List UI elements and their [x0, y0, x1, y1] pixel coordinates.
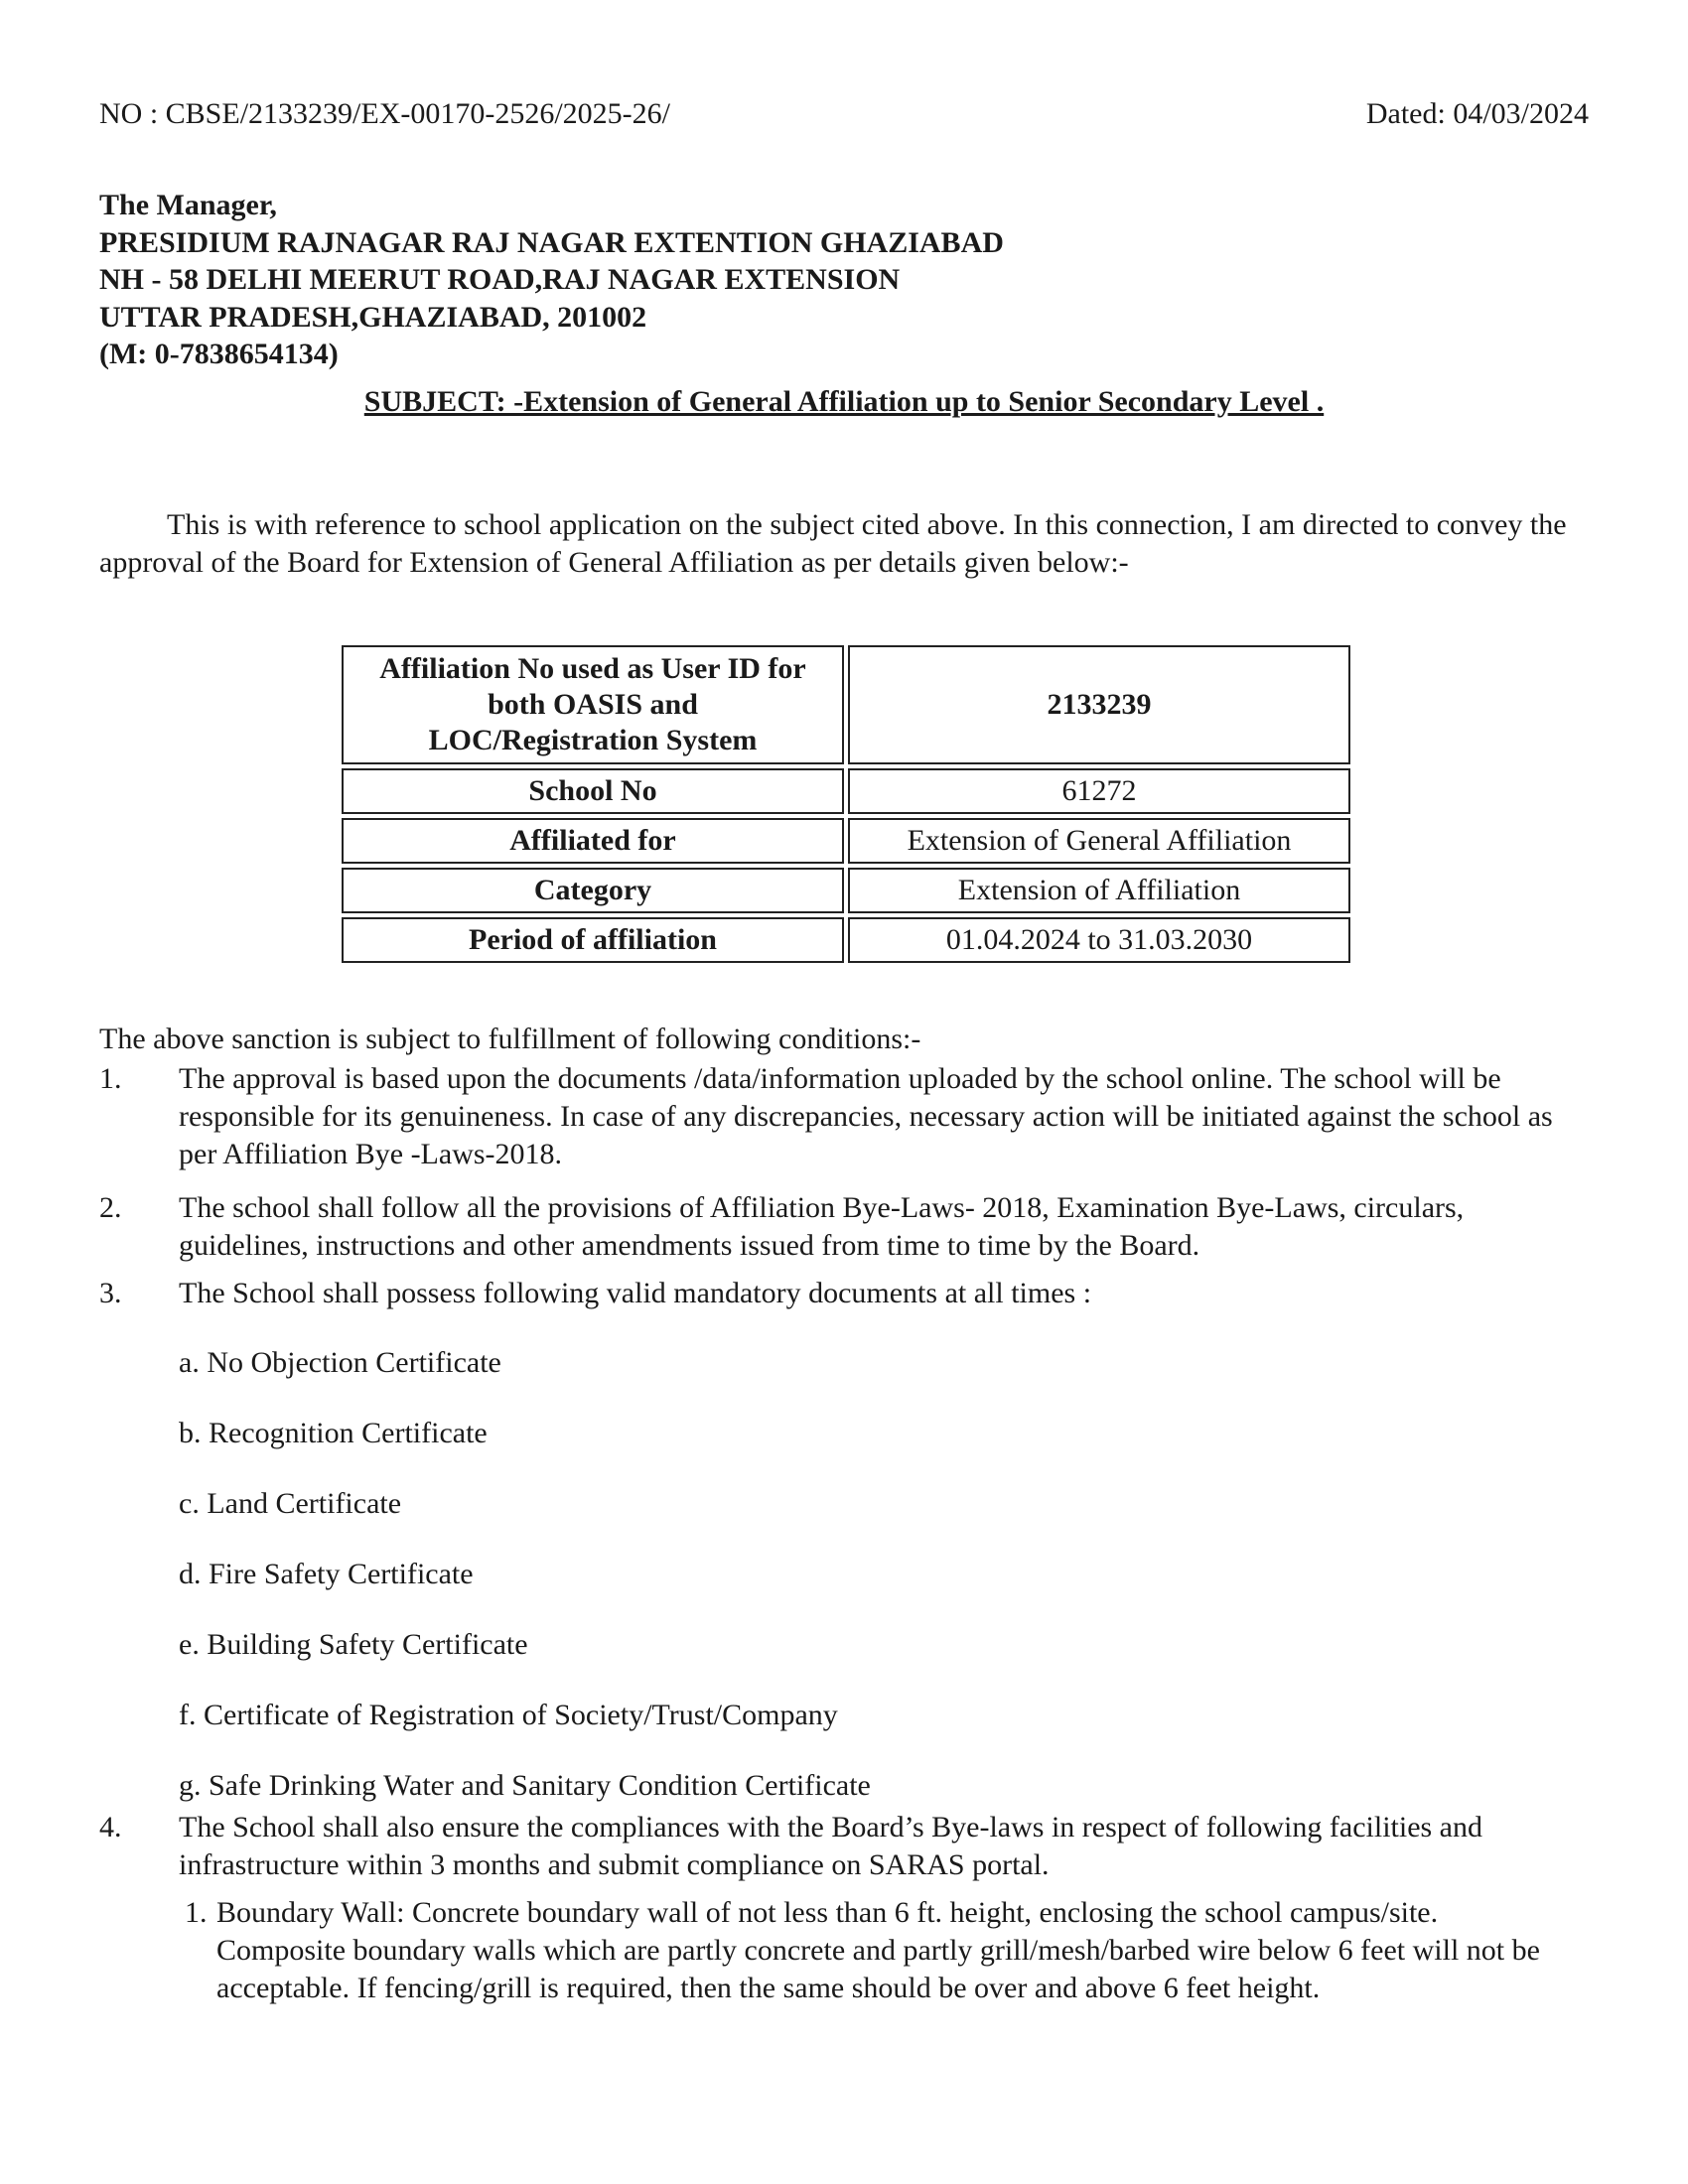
- reference-line: [99, 97, 1589, 137]
- intro-paragraph: This is with reference to school application on the subject cited above. In this connection, I am directed to convey the approval of the Board for Extension of General Affiliation as per details given below:-: [99, 508, 1567, 579]
- facility-number: 1.: [185, 1896, 208, 1929]
- row-label: School No: [342, 768, 844, 814]
- category-value: Extension of Affiliation: [848, 868, 1350, 913]
- subject-line: SUBJECT: -Extension of General Affiliation up to Senior Secondary Level .: [363, 385, 1325, 418]
- document-item: f. Certificate of Registration of Society/Trust/Company: [179, 1699, 838, 1731]
- table-row: [342, 868, 1350, 913]
- row-label: [342, 645, 844, 764]
- table-row: [342, 645, 1350, 764]
- condition-text: The School shall possess following valid mandatory documents at all times :: [179, 1277, 1092, 1309]
- conditions-intro: The above sanction is subject to fulfillment of following conditions:-: [99, 1023, 921, 1055]
- row-label: Affiliated for: [342, 818, 844, 864]
- address-school-name: PRESIDIUM RAJNAGAR RAJ NAGAR EXTENTION GHAZIABAD: [99, 225, 1004, 259]
- condition-number: 4.: [99, 1811, 122, 1843]
- school-number-value: 61272: [848, 768, 1350, 814]
- document-item: e. Building Safety Certificate: [179, 1628, 528, 1661]
- reference-number: NO : CBSE/2133239/EX-00170-2526/2025-26/: [99, 97, 670, 130]
- affiliation-details-table: [338, 641, 1354, 967]
- label-line: both OASIS and: [488, 688, 698, 721]
- condition-text: The approval is based upon the documents /data/information uploaded by the school online. The school will be responsible for its genuineness. In case of any discrepancies, necessary action will be initiated against the school as per Affiliation Bye -Laws-2018.: [179, 1062, 1553, 1170]
- address-street: NH - 58 DELHI MEERUT ROAD,RAJ NAGAR EXTENSION: [99, 263, 901, 296]
- table-row: [342, 818, 1350, 864]
- document-item: d. Fire Safety Certificate: [179, 1558, 474, 1590]
- letter-date: Dated: 04/03/2024: [1365, 97, 1589, 130]
- label-line: Affiliation No used as User ID for: [379, 652, 806, 685]
- period-value: 01.04.2024 to 31.03.2030: [848, 917, 1350, 963]
- address-salutation: The Manager,: [99, 189, 277, 221]
- address-city: UTTAR PRADESH,GHAZIABAD, 201002: [99, 300, 647, 334]
- affiliation-number-value: 2133239: [848, 645, 1350, 764]
- condition-number: 3.: [99, 1277, 122, 1309]
- table-row: [342, 917, 1350, 963]
- condition-text: The school shall follow all the provisions of Affiliation Bye-Laws- 2018, Examination Bye-Laws, circulars, guidelines, instructions and other amendments issued from time to time by the Board.: [179, 1191, 1465, 1262]
- address-mobile: (M: 0-7838654134): [99, 338, 339, 370]
- label-line: LOC/Registration System: [428, 724, 758, 756]
- condition-number: 2.: [99, 1191, 122, 1224]
- document-item: g. Safe Drinking Water and Sanitary Condition Certificate: [179, 1769, 871, 1802]
- table-row: [342, 768, 1350, 814]
- facility-text: Boundary Wall: Concrete boundary wall of not less than 6 ft. height, enclosing the school campus/site. Composite boundary walls which are partly concrete and partly grill/mesh/barbed wire below 6 feet will not be acceptable. If fencing/grill is required, then the same should be over and above 6 feet height.: [216, 1896, 1540, 2004]
- row-label: Category: [342, 868, 844, 913]
- affiliated-for-value: Extension of General Affiliation: [848, 818, 1350, 864]
- document-item: a. No Objection Certificate: [179, 1346, 501, 1379]
- condition-number: 1.: [99, 1062, 122, 1095]
- row-label: Period of affiliation: [342, 917, 844, 963]
- condition-text: The School shall also ensure the compliances with the Board’s Bye-laws in respect of following facilities and infrastructure within 3 months and submit compliance on SARAS portal.: [179, 1811, 1482, 1881]
- document-item: b. Recognition Certificate: [179, 1417, 488, 1449]
- recipient-address: [99, 187, 1589, 373]
- document-item: c. Land Certificate: [179, 1487, 402, 1520]
